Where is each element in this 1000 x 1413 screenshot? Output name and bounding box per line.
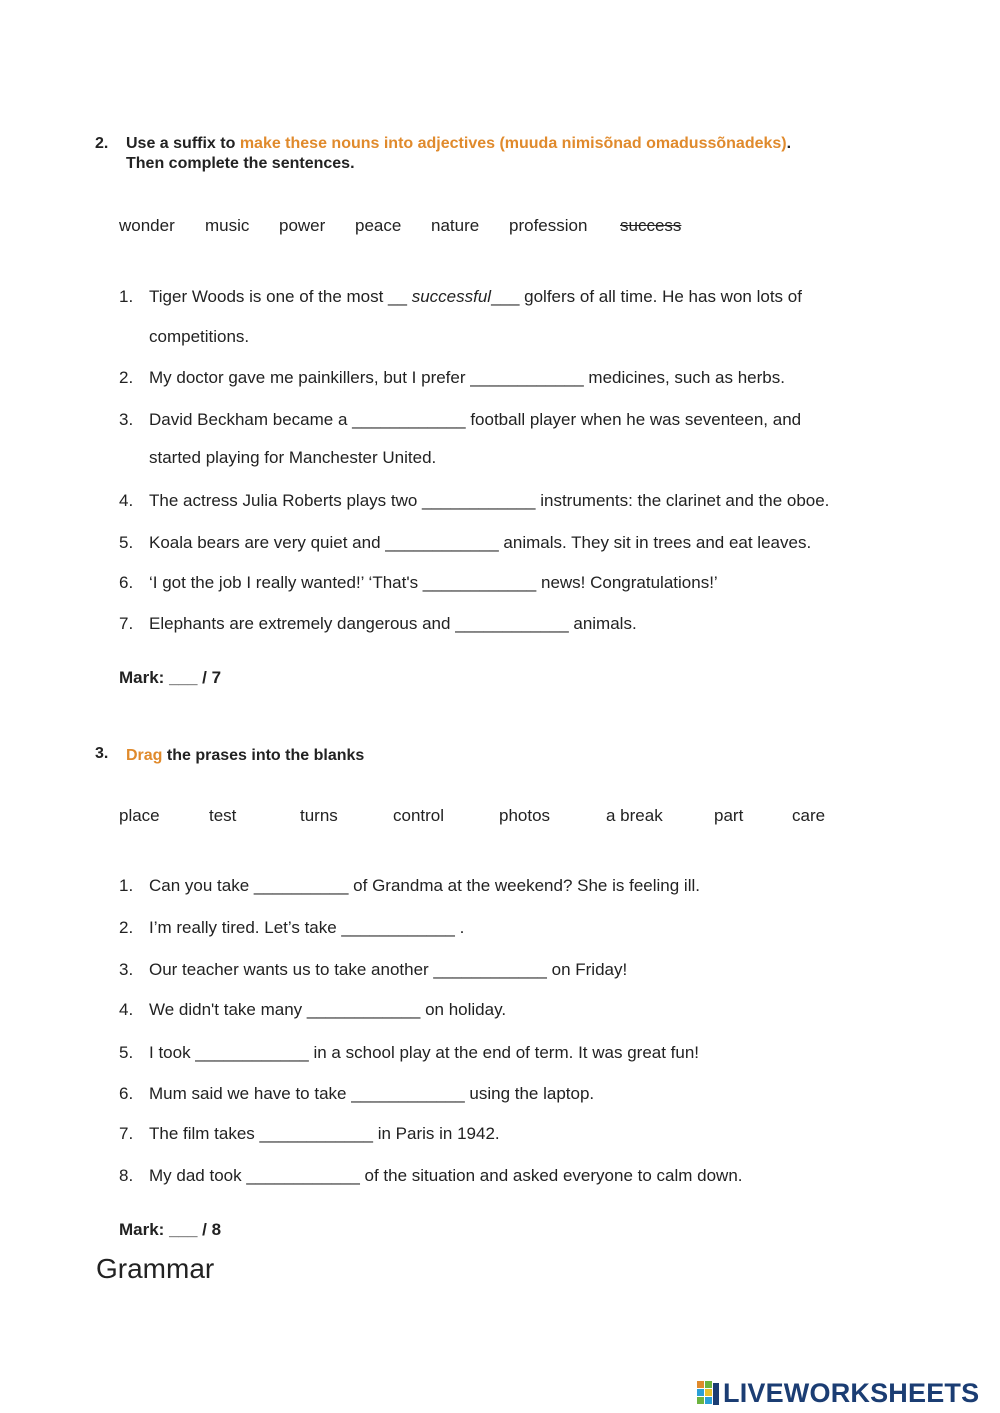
- section-3-number: 3.: [95, 745, 109, 762]
- draggable-phrase[interactable]: test: [209, 806, 237, 825]
- exercise-item: [119, 1000, 919, 1024]
- exercise-item: [119, 287, 919, 311]
- word-bank-item[interactable]: music: [205, 216, 250, 235]
- item-number: 5.: [119, 533, 134, 552]
- item-text[interactable]: David Beckham became a ____________ football player when he was seventeen, and: [149, 410, 802, 429]
- instruction-line2: Then complete the sentences.: [126, 155, 355, 172]
- section-2-number: 2.: [95, 135, 109, 152]
- grammar-heading: Grammar: [96, 1253, 215, 1284]
- exercise-item: [119, 410, 919, 434]
- item-text[interactable]: Mum said we have to take ____________ using the laptop.: [149, 1084, 595, 1103]
- exercise-item: [119, 573, 919, 597]
- exercise-item: [119, 876, 919, 900]
- example-answer: successful: [411, 287, 492, 306]
- exercise-item: [119, 533, 919, 557]
- section-2-instruction: [126, 134, 791, 174]
- draggable-phrase[interactable]: care: [792, 806, 826, 825]
- exercise-item: [119, 1124, 919, 1148]
- draggable-phrase[interactable]: turns: [300, 806, 338, 825]
- word-bank-item[interactable]: profession: [509, 216, 588, 235]
- item-text[interactable]: I took ____________ in a school play at the end of term. It was great fun!: [149, 1043, 700, 1062]
- section-3-instruction: [126, 746, 364, 766]
- item-number: 4.: [119, 1000, 134, 1019]
- item-number: 5.: [119, 1043, 134, 1062]
- item-text[interactable]: Can you take __________ of Grandma at the weekend? She is feeling ill.: [149, 876, 700, 895]
- item-number: 3.: [119, 960, 134, 979]
- item-number: 8.: [119, 1166, 134, 1185]
- item-number: 1.: [119, 876, 134, 895]
- item-text[interactable]: The film takes ____________ in Paris in 1942.: [149, 1124, 500, 1143]
- exercise-item: [119, 918, 919, 942]
- word-bank-item-used: success: [620, 216, 682, 235]
- instruction-highlight: Drag: [126, 747, 163, 764]
- item-number: 4.: [119, 491, 134, 510]
- draggable-phrase[interactable]: a break: [606, 806, 663, 825]
- item-text[interactable]: The actress Julia Roberts plays two ____________ instruments: the clarinet and the oboe.: [149, 491, 830, 510]
- item-number: 3.: [119, 410, 134, 429]
- draggable-phrase[interactable]: part: [714, 806, 744, 825]
- item-number: 6.: [119, 573, 134, 592]
- item-text[interactable]: We didn't take many ____________ on holiday.: [149, 1000, 507, 1019]
- exercise-item: [119, 1043, 919, 1067]
- item-number: 1.: [119, 287, 134, 306]
- exercise-item: [119, 960, 919, 984]
- item-continuation: started playing for Manchester United.: [149, 448, 437, 467]
- word-bank-item[interactable]: power: [279, 216, 326, 235]
- exercise-item: [119, 1084, 919, 1108]
- exercise-item: [119, 491, 919, 515]
- liveworksheets-logo: [697, 1378, 979, 1409]
- logo-text: LIVEWORKSHEETS: [723, 1378, 980, 1408]
- instruction-highlight: make these nouns into adjectives (muuda nimisõnad omadussõnadeks): [239, 135, 787, 152]
- exercise-item: [119, 614, 919, 638]
- draggable-phrase[interactable]: place: [119, 806, 160, 825]
- item-text[interactable]: Elephants are extremely dangerous and ____________ animals.: [149, 614, 637, 633]
- exercise-item: [119, 1166, 919, 1190]
- item-number: 2.: [119, 368, 134, 387]
- item-number: 6.: [119, 1084, 134, 1103]
- word-bank-item[interactable]: nature: [431, 216, 480, 235]
- liveworksheets-logo-icon: [697, 1381, 721, 1407]
- instruction-prefix: Use a suffix to: [126, 135, 236, 152]
- item-continuation: competitions.: [149, 327, 250, 346]
- item-text[interactable]: ‘I got the job I really wanted!’ ‘That's ____________ news! Congratulations!’: [149, 573, 718, 592]
- instruction-rest: the prases into the blanks: [162, 747, 365, 764]
- item-text[interactable]: My doctor gave me painkillers, but I prefer ____________ medicines, such as herbs.: [149, 368, 785, 387]
- word-bank-item[interactable]: peace: [355, 216, 402, 235]
- section-2-mark: Mark: ___ / 7: [119, 668, 222, 687]
- instruction-dot: .: [786, 135, 792, 152]
- draggable-phrase[interactable]: control: [393, 806, 445, 825]
- item-text[interactable]: I’m really tired. Let’s take ____________ .: [149, 918, 465, 937]
- item-text[interactable]: My dad took ____________ of the situation and asked everyone to calm down.: [149, 1166, 743, 1185]
- draggable-phrase[interactable]: photos: [499, 806, 551, 825]
- item-number: 7.: [119, 1124, 134, 1143]
- section-3-mark: Mark: ___ / 8: [119, 1220, 222, 1239]
- exercise-item: [119, 368, 919, 392]
- item-text[interactable]: Our teacher wants us to take another ____________ on Friday!: [149, 960, 628, 979]
- item-number: 2.: [119, 918, 134, 937]
- item-number: 7.: [119, 614, 134, 633]
- item-text[interactable]: Koala bears are very quiet and ____________ animals. They sit in trees and eat leaves.: [149, 533, 812, 552]
- word-bank-item[interactable]: wonder: [119, 216, 175, 235]
- item-text: Tiger Woods is one of the most __ successful___ golfers of all time. He has won lots of: [149, 287, 802, 306]
